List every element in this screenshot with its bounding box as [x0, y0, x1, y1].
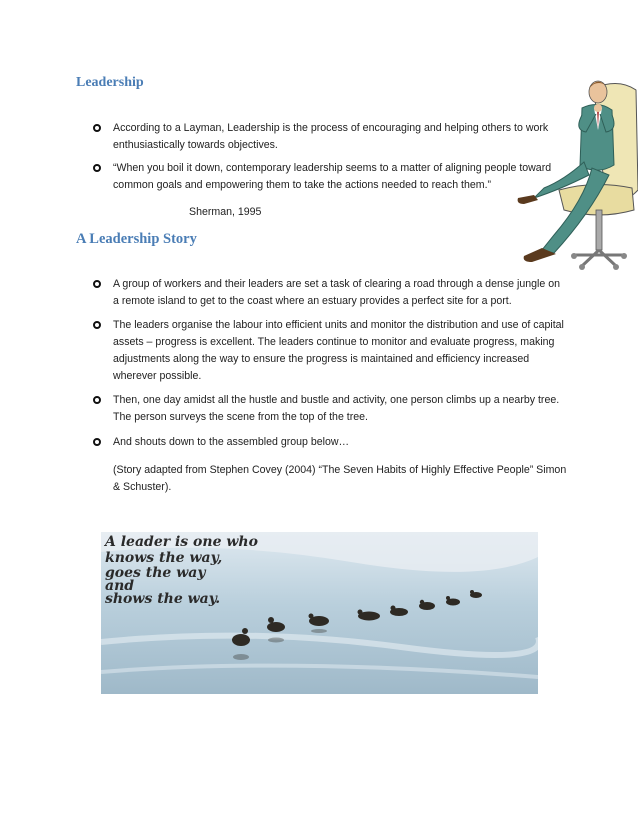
bullet-text: And shouts down to the assembled group below… [113, 436, 350, 448]
quote-line: shows the way. [105, 591, 221, 607]
heading-leadership: Leadership [76, 75, 144, 90]
bullet-icon [93, 124, 101, 132]
quote-line: and [105, 578, 135, 594]
story-source: (Story adapted from Stephen Covey (2004) “The Seven Habits of Highly Effective People” Simon & Schuster). [113, 464, 567, 493]
bullet-icon [93, 321, 101, 329]
bullet-icon [93, 280, 101, 288]
bullet-text: Then, one day amidst all the hustle and bustle and activity, one person climbs up a nearby tree. The person surveys the scene from the top of the tree. [113, 394, 560, 423]
bullet-text: “When you boil it down, contemporary leadership seems to a matter of aligning people toward common goals and empowering them to take the actions needed to reach them.” [113, 162, 552, 191]
attribution: Sherman, 1995 [189, 206, 262, 218]
heading-leadership-story: A Leadership Story [76, 231, 197, 247]
quote-line: A leader is one who [105, 534, 258, 550]
bullet-icon [93, 396, 101, 404]
ducks-quote-photo [101, 532, 538, 694]
bullet-icon [93, 438, 101, 446]
bullet-text: According to a Layman, Leadership is the process of encouraging and helping others to work enthusiastically towards objectives. [113, 122, 549, 151]
bullet-text: A group of workers and their leaders are set a task of clearing a road through a dense jungle on a remote island to get to the coast where an estuary provides a perfect site for a port. [113, 278, 560, 307]
bullet-icon [93, 164, 101, 172]
quote-line: knows the way, [105, 550, 223, 566]
quote-line: goes the way [105, 565, 206, 581]
bullet-text: The leaders organise the labour into efficient units and monitor the distribution and use of capital assets – progress is excellent. The leaders continue to monitor and evaluate progress, making adjustments along the way to ensure the progress is maintained and efficiency increased wherever possible. [113, 319, 564, 382]
businessman-in-chair-illustration [514, 70, 638, 275]
